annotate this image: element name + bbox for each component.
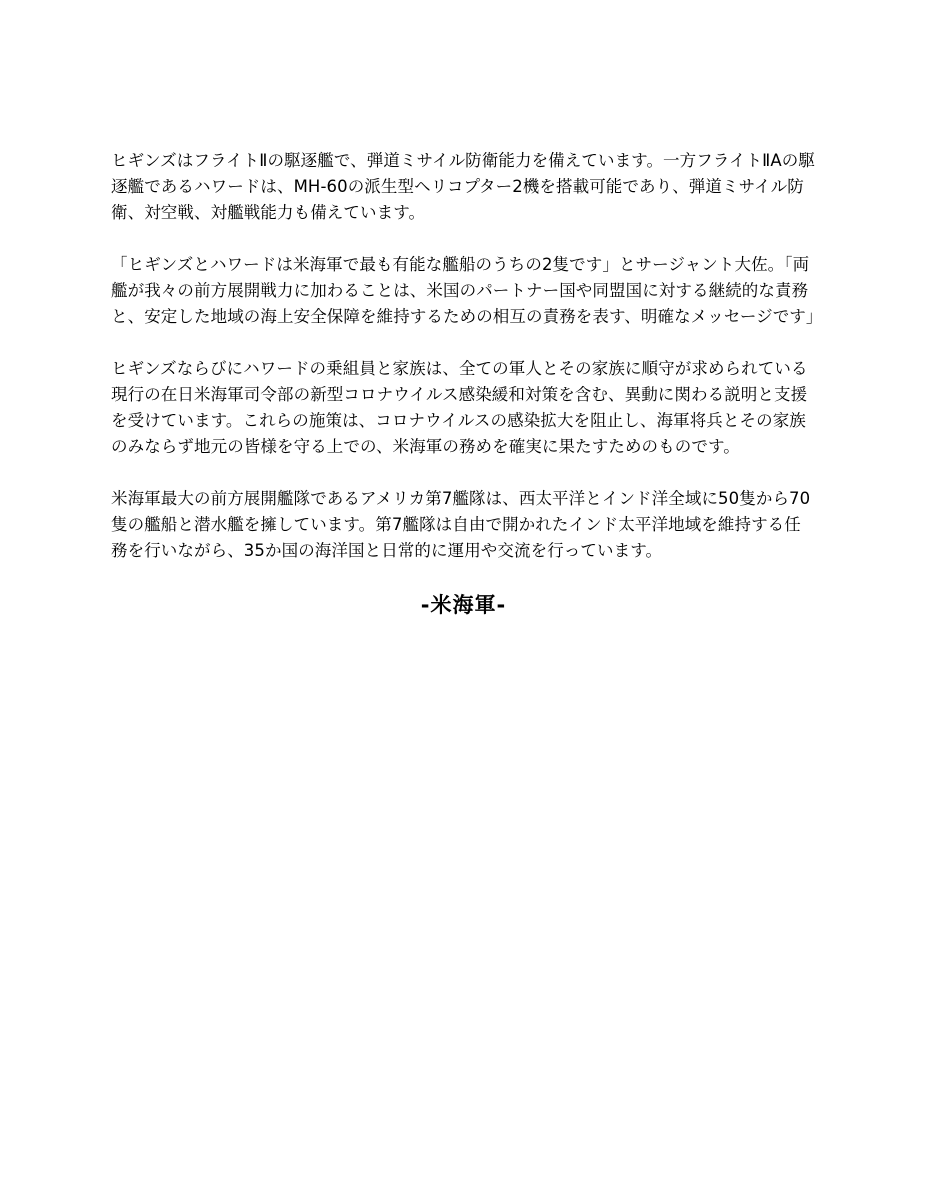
paragraph-seventh-fleet: 米海軍最大の前方展開艦隊であるアメリカ第7艦隊は、西太平洋とインド洋全域に50隻から70隻の艦船と潜水艦を擁しています。第7艦隊は自由で開かれたインド太平洋地域を維持する任務を行いながら、35か国の海洋国と日常的に運用や交流を行っています。: [111, 489, 811, 560]
paragraph-crew-support: ヒギンズならびにハワードの乗組員と家族は、全ての軍人とその家族に順守が求められている現行の在日米海軍司令部の新型コロナウイルス感染緩和対策を含む、異動に関わる説明と支援を受けています。これらの施策は、コロナウイルスの感染拡大を阻止し、海軍将兵とその家族のみならず地元の皆様を守る上での、米海軍の務めを確実に果たすためのものです。: [111, 359, 808, 456]
signature-us-navy: -米海軍-: [420, 593, 507, 617]
paragraph-captain-quote: 「ヒギンズとハワードは米海軍で最も有能な艦船のうちの2隻です」とサージャント大佐。「両艦が我々の前方展開戦力に加わることは、米国のパートナー国や同盟国に対する継続的な責務と、安定した地域の海上安全保障を維持するための相互の責務を表す、明確なメッセージです」: [111, 255, 823, 326]
paragraph-ship-capabilities: ヒギンズはフライトⅡの駆逐艦で、弾道ミサイル防衛能力を備えています。一方フライトⅡAの駆逐艦であるハワードは、MH-60の派生型ヘリコプター2機を搭載可能であり、弾道ミサイル防衛、対空戦、対艦戦能力も備えています。: [111, 151, 815, 222]
article-body: [111, 148, 823, 620]
